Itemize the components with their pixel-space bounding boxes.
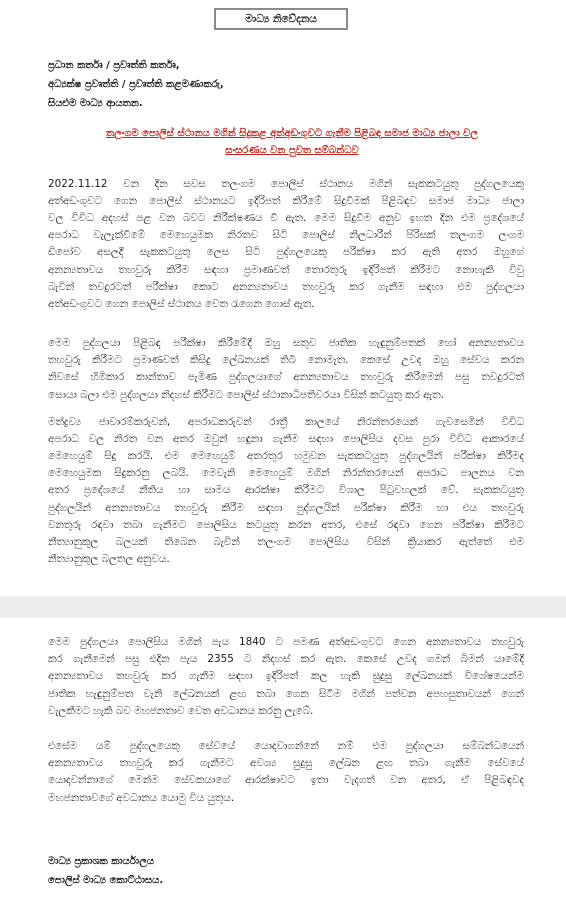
paragraph-line: කර ගැනීමෙන් පසු එදින පැය 2355 ට නිදහස් කර ඇත. කෙසේ උවද ගමන් බිමන් යාමේදී [48, 653, 524, 666]
paragraph-line: මත්ද්‍රව්‍ය ජාවාරම්කරුවන්, අපරාධකරුවන් රාත්‍රී කාලයේ නිරන්තරයෙන් ගැවසෙමින් විවිධ [48, 416, 524, 428]
signature-line: මාධ්‍ය ප්‍රකාශක කාර්යාලය [48, 856, 155, 867]
subject-line: සංසරණය වන පුවත සම්බන්ධව [225, 145, 359, 156]
paragraph-line: ජාතික හැඳුනුම්පත වැනි ලේඛනයක් ළඟ තබා ගෙන සිටීම මගින් පත්වන අපහසුතාවයන් ගෙන් [48, 687, 524, 700]
paragraph-line: 2022.11.12 වන දින සවස තලංගම පොලිස් ස්ථානය මගින් සැකකටයුතු පුද්ගලයෙකු [48, 178, 524, 190]
paragraph-line: මෙම පුද්ගලයා පිළිබඳ පරීක්ෂා කිරීමේදී ඔහු සතුව ජාතික හැඳුනුම්පතක් හෝ අනන්‍යතාවය [48, 337, 524, 349]
paragraph-line: තහවුරු කිරීමට ප්‍රමාණවත් කිසිදු ලේඛනයක් තිබී නොමැත. කෙසේ උවද ඔහු සේවය කරන [48, 354, 524, 367]
paragraph-line: අනන්‍යතාවය තහවුරු කිරීම සඳහා ප්‍රමාණවත් තොරතුරු ඉදිරිපත් කිරීමට නොහැකි විවු [48, 263, 524, 276]
paragraph-line: වල විවිධ අදහස් පළ වන බවට නිරීක්ෂණය වී ඇත. මෙම සිදුවීම අනුව ඉහත දින එම ප්‍රදේශයේ [48, 212, 524, 225]
paragraph-line: මෙහෙයුම් සිදු කරයි. එම මෙහෙයුම් අතරතුර හමුවන සැකකටයුතු පුද්ගලයින් පරීක්ෂා කිරීමද [48, 450, 524, 463]
subject-line: තලංගම පොලිස් ස්ථානය මගින් සිදුකළ අත්අඩංගුවට ගැනීම පිළිබඳ සමාජ මාධ්‍ය ජාලා වල [106, 128, 478, 139]
page-separator [0, 596, 566, 618]
paragraph-line: වැලකීමට හැකි බව මහජනතාව වෙත අවධානය කරනු ලැබේ. [48, 704, 314, 717]
paragraph-line: එසේම යම් පුද්ගලයෙකු සේවයේ යොදවාගන්නේ නම් එම පුද්ගලයා සම්බන්ධයෙන් [48, 740, 524, 752]
addressee-line: සියළුම මාධ්‍ය ආයතන. [48, 98, 143, 109]
addressee-line: අධ්‍යක්ෂ ප්‍රවෘත්ති / ප්‍රවෘත්ති කළමණාකරු, [48, 79, 224, 90]
paragraph-line: ඩිපෝව අසලදී සැකකටයුතු ලෙස සිටි පුද්ගලයෙකු පරීක්ෂා කර ඇති අතර ඔහුගේ [48, 246, 524, 259]
signature-line: පොලිස් මාධ්‍ය කොට්ඨාසය. [48, 875, 164, 886]
document-title: මාධ්‍ය නිවේදනය [214, 8, 348, 30]
paragraph-line: අනන්‍යතාවය තහවුරු කර ගැනීමට අවශ්‍ය සුදුසු ලේඛන ළඟ තබා ගැනීම සේවයේ [48, 757, 524, 770]
paragraph-line: බැවින් තවදුරටත් පරීක්ෂා කොට අනන්‍යතාවය තහවුරු කර ගැනීම සඳහා එම පුද්ගලයා [48, 280, 524, 293]
paragraph-line: සොයා බලා එම පුද්ගලයා නිදහස් කිරීමට පොලිස් ස්ථානාධිපතිවරයා විසින් කටයුතු කර ඇත. [48, 388, 444, 401]
paragraph-line: අත්අඩංගුවට ගෙන පොලිස් ස්ථානය වෙත රැගෙන ගොස් ඇත. [48, 297, 315, 310]
paragraph-line: නීත්‍යානුකූල බලයක් තිබෙන බැවින් තලංගම පොලිසිය විසින් ක්‍රියාකර ඇත්තේ එම [48, 535, 524, 548]
paragraph-line: නීත්‍යානුකූල බලතල අනුවය. [48, 552, 170, 565]
paragraph-line: වනතුරු රඳවා තබා ගැනීමට පොලිසිය කටයුතු කරන අතර, එසේ රඳවා ගෙන පරීක්ෂා කිරීමට [48, 518, 524, 531]
paragraph-line: මෙම පුද්ගලයා පොලිසිය මගින් පැය 1840 ට පමණ අත්අඩංගුවට ගෙන අනන්‍යතාවය තහවුරු [48, 636, 524, 648]
paragraph-line: මහජනතාවගේ අවධානය යොමු විය යුතුය. [48, 791, 235, 804]
addressee-line: ප්‍රධාන කර්තෘ / ප්‍රවෘත්ති කර්තෘ, [48, 60, 180, 71]
paragraph-line: අපරාධ වැලැක්වීමේ මෙහෙයුමක නිරතව සිටි පොලිස් නිලධාරීන් පිරිසක් තලංගම ලංගම [48, 229, 524, 242]
paragraph-line: අනන්‍යතාවය තහවුරු කර ගැනීම සඳහා ඉදිරිපත් කල හැකි සුදුසු ලේඛනයක් විශේෂයෙන්ම [48, 670, 524, 683]
paragraph-line: අත්අඩංගුවට ගෙන පොලිස් ස්ථානයට ඉදිරිපත් කිරීමේ සිදුවීමක් පිළිබඳව සමාජ මාධ්‍ය ජාලා [48, 195, 524, 208]
paragraph-line: පුද්ගලයින් අනන්‍යතාවය තහවුරු කිරීම සඳහා පුද්ගලයින් පරීක්ෂා කිරීම හා එය තහවුරු [48, 501, 524, 514]
paragraph-line: මෙහෙයුමක සිදුකරනු ලබයි. මෙවැනි මෙහෙයුම් මගින් නිරන්තරයෙන් අපරාධ පාලනය වන [48, 467, 524, 480]
paragraph-line: නිවසේ හිමිකාර කාන්තාව පැමිණ පුද්ගලයාගේ අනන්‍යතාවය තහවුරු කිරීමෙන් පසු තවදුරටත් [48, 371, 524, 384]
paragraph-line: අපරාධ වල නිරත වන අතර ඔවුන් හඳුනා ගැනීම සඳහා පොලිසිය දවස පුරා විවිධ ආකාරයේ [48, 433, 524, 446]
paragraph-line: අතර ප්‍රදේශයේ නීතිය හා සාමය ආරක්ෂා කිරීමට විශාල පිටුවහලක් වේ. සැකකටයුතු [48, 484, 524, 497]
paragraph-line: යොදවන්නාගේ මෙන්ම සේවකයාගේ ආරක්ෂාවට ඉතා වැදගත් වන අතර, ඒ පිළිබඳවද [48, 774, 524, 787]
